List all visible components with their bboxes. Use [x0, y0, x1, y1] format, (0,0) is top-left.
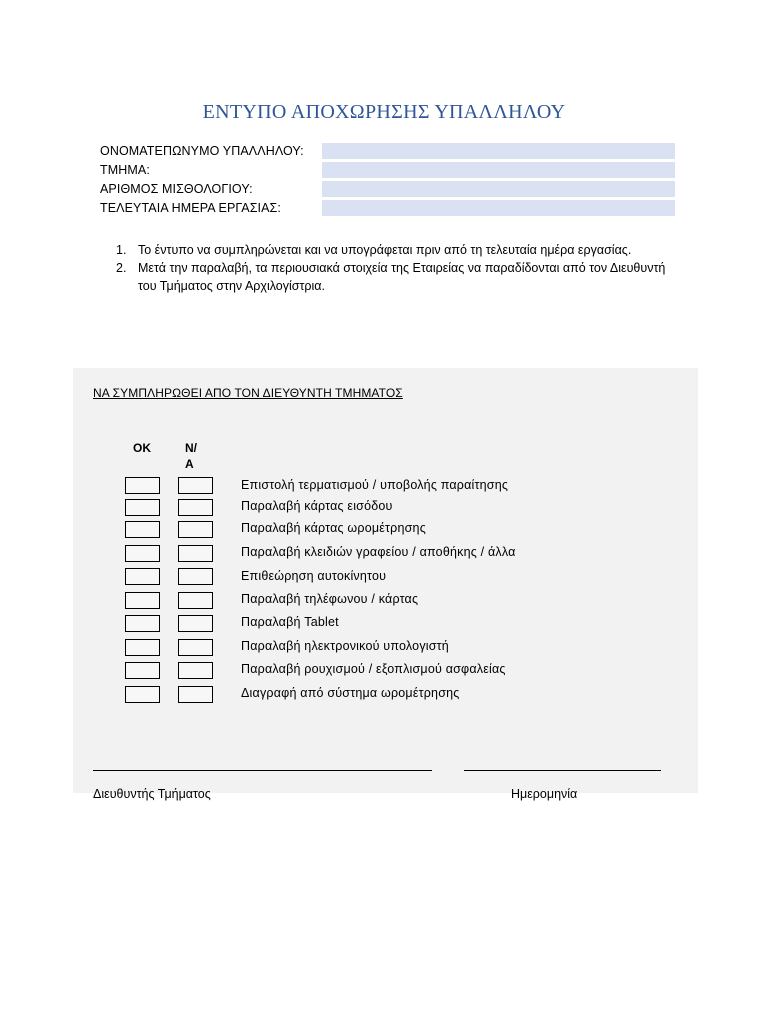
field-row-last-work-day — [100, 200, 680, 217]
column-header-na-line1: N/ — [185, 441, 197, 455]
date-signature-line[interactable] — [464, 770, 661, 771]
manager-signature-label: Διευθυντής Τμήματος — [93, 787, 211, 801]
na-checkbox[interactable] — [178, 521, 213, 538]
payroll-number-input[interactable] — [322, 181, 675, 197]
ok-checkbox[interactable] — [125, 477, 160, 494]
checklist-item-label: Επιστολή τερματισμού / υποβολής παραίτησης — [241, 478, 509, 492]
field-row-department — [100, 162, 680, 179]
ok-checkbox[interactable] — [125, 686, 160, 703]
instruction-number: 1. — [116, 243, 127, 257]
field-row-employee-name — [100, 143, 680, 160]
manager-signature-line[interactable] — [93, 770, 432, 771]
na-checkbox[interactable] — [178, 477, 213, 494]
column-header-na-line2: A — [185, 457, 194, 471]
manager-section-heading: ΝΑ ΣΥΜΠΛΗΡΩΘΕΙ ΑΠΟ ΤΟΝ ΔΙΕΥΘΥΝΤΗ ΤΜΗΜΑΤΟΣ — [93, 386, 403, 400]
department-label: ΤΜΗΜΑ: — [100, 163, 150, 177]
na-checkbox[interactable] — [178, 499, 213, 516]
column-header-ok: ΟΚ — [133, 441, 151, 455]
checklist-item-label: Παραλαβή κλειδιών γραφείου / αποθήκης / άλλα — [241, 545, 516, 559]
na-checkbox[interactable] — [178, 592, 213, 609]
document-title: ΕΝΤΥΠΟ ΑΠΟΧΩΡΗΣΗΣ ΥΠΑΛΛΗΛΟΥ — [202, 101, 566, 123]
instructions-list — [116, 241, 676, 295]
na-checkbox[interactable] — [178, 686, 213, 703]
instruction-number: 2. — [116, 261, 127, 275]
na-checkbox[interactable] — [178, 662, 213, 679]
instruction-item — [116, 241, 676, 259]
ok-checkbox[interactable] — [125, 545, 160, 562]
checklist-item-label: Παραλαβή τηλέφωνου / κάρτας — [241, 592, 419, 606]
checklist-item-label: Παραλαβή Tablet — [241, 615, 339, 629]
checklist-item-label: Παραλαβή κάρτας ωρομέτρησης — [241, 521, 426, 535]
payroll-number-label: ΑΡΙΘΜΟΣ ΜΙΣΘΟΛΟΓΙΟΥ: — [100, 182, 253, 196]
na-checkbox[interactable] — [178, 568, 213, 585]
checklist-item-label: Παραλαβή ρουχισμού / εξοπλισμού ασφαλείας — [241, 662, 506, 676]
checklist-item-label: Παραλαβή κάρτας εισόδου — [241, 499, 393, 513]
ok-checkbox[interactable] — [125, 662, 160, 679]
department-input[interactable] — [322, 162, 675, 178]
na-checkbox[interactable] — [178, 545, 213, 562]
column-header-na — [185, 440, 197, 472]
checklist-item-label: Διαγραφή από σύστημα ωρομέτρησης — [241, 686, 460, 700]
employee-name-input[interactable] — [322, 143, 675, 159]
ok-checkbox[interactable] — [125, 568, 160, 585]
last-work-day-input[interactable] — [322, 200, 675, 216]
date-signature-label: Ημερομηνία — [511, 787, 578, 801]
instruction-text: Μετά την παραλαβή, τα περιουσιακά στοιχεία της Εταιρείας να παραδίδονται από τον Διευθυντή του Τμήματος στην Αρχιλογίστρια. — [138, 261, 666, 293]
field-row-payroll-number — [100, 181, 680, 198]
checklist-item-label: Παραλαβή ηλεκτρονικού υπολογιστή — [241, 639, 449, 653]
checklist-item-label: Επιθεώρηση αυτοκίνητου — [241, 569, 387, 583]
instruction-text: Το έντυπο να συμπληρώνεται και να υπογράφεται πριν από τη τελευταία ημέρα εργασίας. — [138, 243, 632, 257]
ok-checkbox[interactable] — [125, 592, 160, 609]
ok-checkbox[interactable] — [125, 499, 160, 516]
na-checkbox[interactable] — [178, 639, 213, 656]
ok-checkbox[interactable] — [125, 615, 160, 632]
employee-name-label: ΟΝΟΜΑΤΕΠΩΝΥΜΟ ΥΠΑΛΛΗΛΟΥ: — [100, 144, 304, 158]
last-work-day-label: ΤΕΛΕΥΤΑΙΑ ΗΜΕΡΑ ΕΡΓΑΣΙΑΣ: — [100, 201, 281, 215]
instruction-item — [116, 259, 676, 295]
ok-checkbox[interactable] — [125, 639, 160, 656]
ok-checkbox[interactable] — [125, 521, 160, 538]
na-checkbox[interactable] — [178, 615, 213, 632]
